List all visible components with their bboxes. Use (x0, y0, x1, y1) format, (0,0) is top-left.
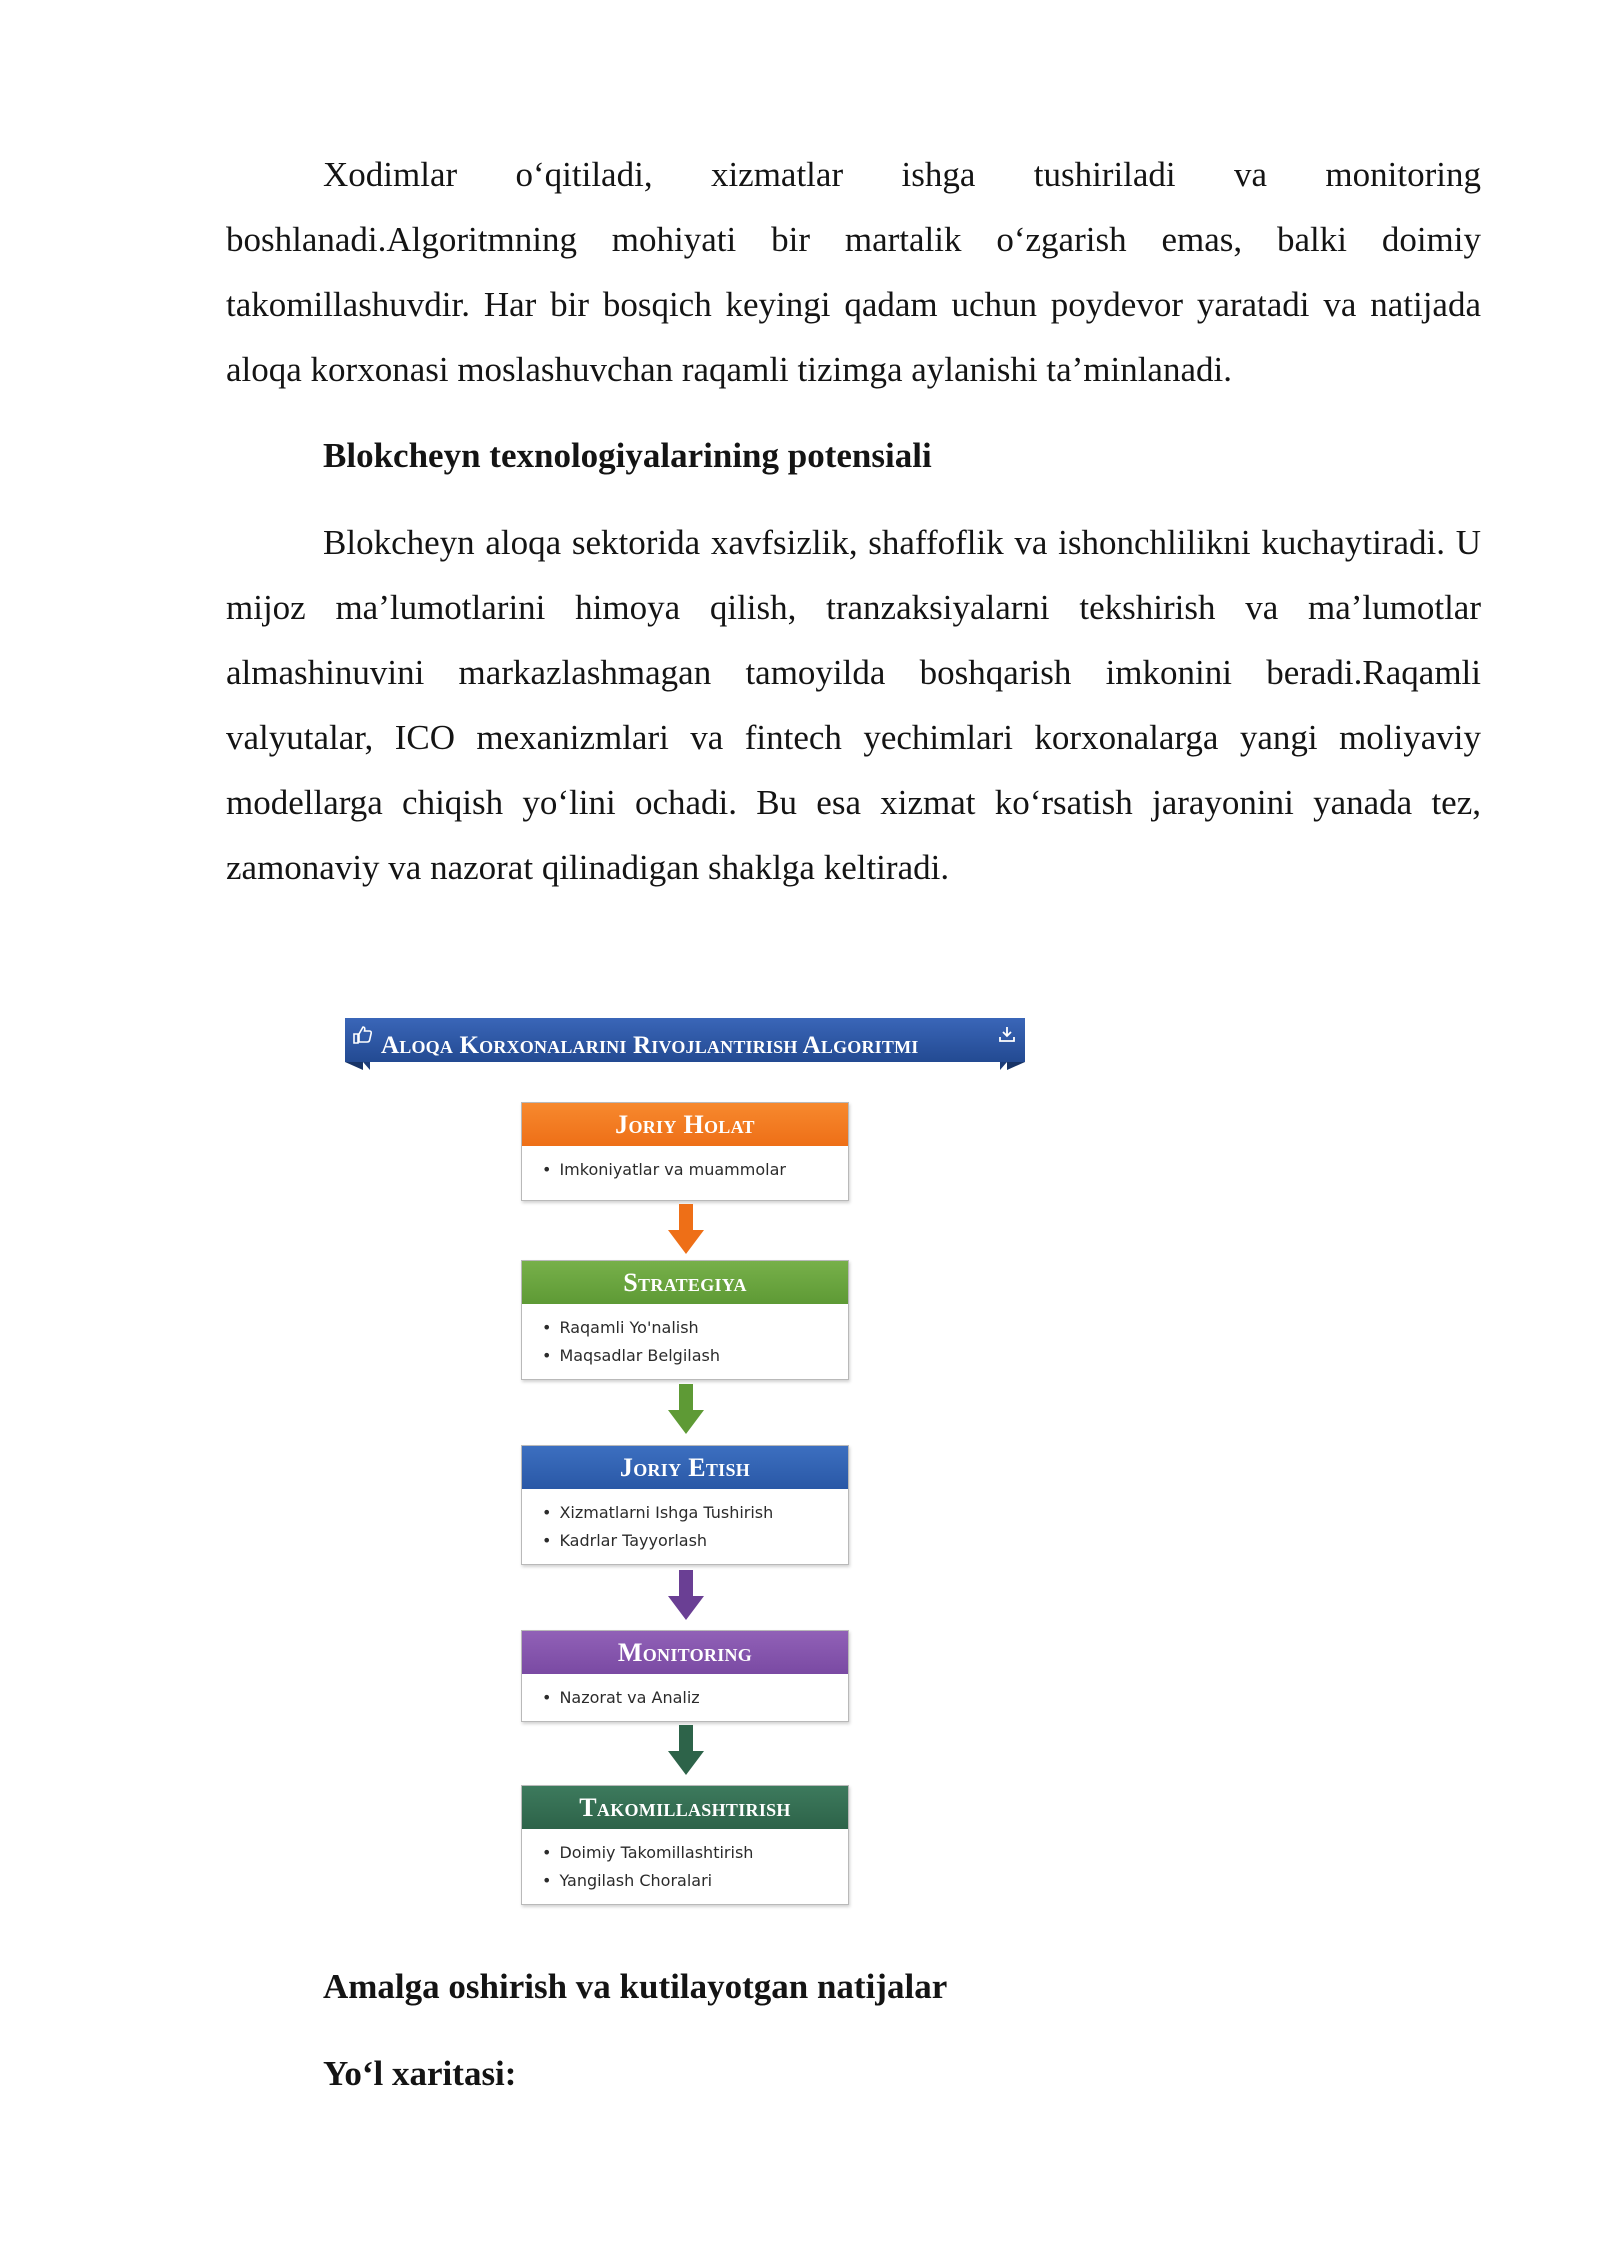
step-item: • Doimiy Takomillashtirish (542, 1839, 848, 1867)
step-current-state (521, 1102, 849, 1201)
arrow-down-icon (666, 1204, 706, 1256)
step-item: • Imkoniyatlar va muammolar (542, 1156, 848, 1184)
step-title: Monitoring (522, 1631, 848, 1674)
step-implementation (521, 1445, 849, 1565)
step-strategy (521, 1260, 849, 1380)
heading-implementation-results: Amalga oshirish va kutilayotgan natijalar (323, 1967, 948, 2006)
step-title: Strategiya (522, 1261, 848, 1304)
diagram-banner (345, 1018, 1025, 1074)
arrow-down-icon (666, 1384, 706, 1436)
step-item: • Yangilash Choralari (542, 1867, 848, 1895)
step-item: • Nazorat va Analiz (542, 1684, 848, 1712)
download-icon (997, 1024, 1017, 1044)
step-title: Joriy Etish (522, 1446, 848, 1489)
step-title: Joriy Holat (522, 1103, 848, 1146)
step-monitoring (521, 1630, 849, 1722)
step-item: • Raqamli Yo'nalish (542, 1314, 848, 1342)
diagram-title: Aloqa Korxonalarini Rivojlantirish Algoritmi (381, 1032, 919, 1059)
algorithm-diagram (345, 1010, 1035, 1930)
paragraph-staff-training: Xodimlar o‘qitiladi, xizmatlar ishga tushiriladi va monitoring boshlanadi.Algoritmning mohiyati bir martalik o‘zgarish emas, balki doimiy takomillashuvdir. Har bir bosqich keyingi qadam uchun poydevor yaratadi va natijada aloqa korxonasi moslashuvchan raqamli tizimga aylanishi ta’minlanadi. (226, 155, 1481, 389)
arrow-down-icon (666, 1725, 706, 1777)
step-improvement (521, 1785, 849, 1905)
step-item: • Kadrlar Tayyorlash (542, 1527, 848, 1555)
step-title: Takomillashtirish (522, 1786, 848, 1829)
step-item: • Maqsadlar Belgilash (542, 1342, 848, 1370)
step-item: • Xizmatlarni Ishga Tushirish (542, 1499, 848, 1527)
arrow-down-icon (666, 1570, 706, 1622)
paragraph-blockchain: Blokcheyn aloqa sektorida xavfsizlik, shaffoflik va ishonchlilikni kuchaytiradi. U mijoz ma’lumotlarini himoya qilish, tranzaksiyalarni tekshirish va ma’lumotlar almashinuvini markazlashmagan tamoyilda boshqarish imkonini beradi.Raqamli valyutalar, ICO mexanizmlari va fintech yechimlari korxonalarga yangi moliyaviy modellarga chiqish yo‘lini ochadi. Bu esa xizmat ko‘rsatish jarayonini yanada tez, zamonaviy va nazorat qilinadigan shaklga keltiradi. (226, 523, 1481, 887)
heading-roadmap: Yo‘l xaritasi: (323, 2054, 517, 2093)
heading-blockchain-potential: Blokcheyn texnologiyalarining potensiali (323, 436, 932, 475)
thumbs-up-icon (351, 1024, 373, 1046)
